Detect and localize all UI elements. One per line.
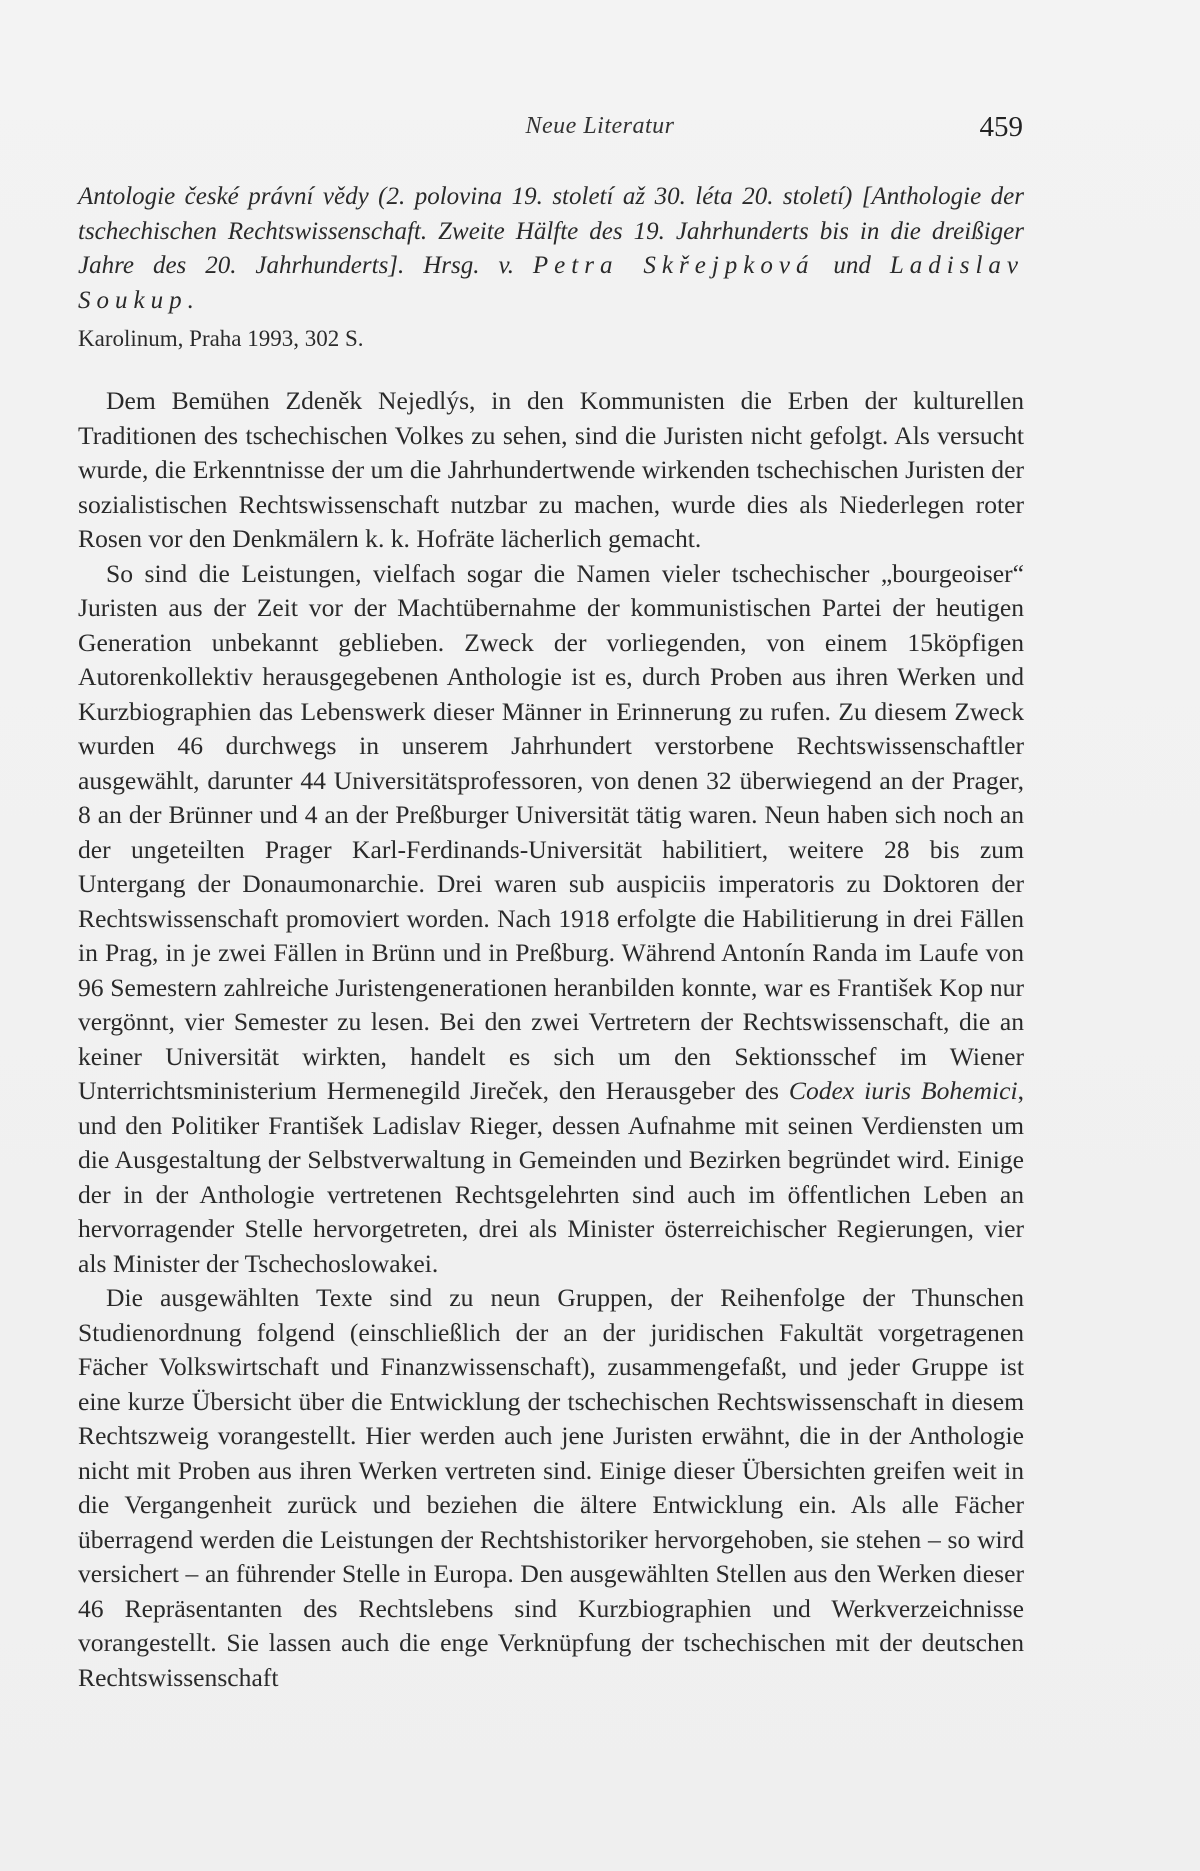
editor-1: Petra Skřejpková — [532, 252, 815, 279]
paragraph-2-text-a: So sind die Leistungen, vielfach sogar die Namen vieler tschechischer „bourgeoiser“ Juristen aus der Zeit vor der Machtübernahme der kommunistischen Partei der heutigen Generation unbekannt geblieben. Zweck der vorliegenden, von einem 15köpfigen Autorenkollektiv herausgegebenen Anthologie ist es, durch Proben aus ihren Werken und Kurzbiographien das Lebenswerk dieser Männer in Erinnerung zu rufen. Zu diesem Zweck wurden 46 durchwegs in unserem Jahrhundert verstorbene Rechtswissenschaftler ausgewählt, darunter 44 Universitätsprofessoren, von denen 32 überwiegend an der Prager, 8 an der Brünner und 4 an der Preßburger Universität tätig waren. Neun haben sich noch an der ungeteilten Prager Karl-Ferdinands-Universität habilitiert, weitere 28 bis zum Untergang der Donaumonarchie. Drei waren sub auspiciis imperatoris zu Doktoren der Rechtswissenschaft promoviert worden. Nach 1918 erfolgte die Habilitierung in drei Fällen in Prag, in je zwei Fällen in Brünn und in Preßburg. Während Antonín Randa im Laufe von 96 Semestern zahlreiche Juristengenerationen heranbilden konnte, war es František Kop nur vergönnt, vier Semester zu lesen. Bei den zwei Vertretern der Rechtswissenschaft, die an keiner Universität wirkten, handelt es sich um den Sektionsschef im Wiener Unterrichtsministerium Hermenegild Jireček, den Herausgeber des — [78, 558, 1024, 1105]
conjunction: und — [833, 252, 871, 279]
codex-title: Codex iuris Bohemici — [788, 1076, 1018, 1105]
bibliographic-title — [78, 180, 1024, 318]
book-title: Antologie české právní vědy (2. polovina 19. století až 30. léta 20. století) [Anthologie der tschechischen Rechtswissenschaft. Zweite Hälfte des 19. Jahrhunderts bis in die dreißiger Jahre des 20. Jahrhunderts]. Hrsg. v. — [78, 183, 1024, 279]
paragraph-2-text-b: , und den Politiker František Ladislav Rieger, dessen Aufnahme mit seinen Verdiensten um die Ausgestaltung der Selbstverwaltung in Gemeinden und Bezirken begründet wird. Einige der in der Anthologie vertretenen Rechtsgelehrten sind auch im öffentlichen Leben an hervorragender Stelle hervorgetreten, drei als Minister österreichischer Regierungen, vier als Minister der Tschechoslowakei. — [78, 1076, 1024, 1278]
paragraph-3: Die ausgewählten Texte sind zu neun Gruppen, der Reihenfolge der Thunschen Studienordnung folgend (einschließlich der an der juridischen Fakultät vorgetragenen Fächer Volkswirtschaft und Finanzwissenschaft), zusammengefaßt, und jeder Gruppe ist eine kurze Übersicht über die Entwicklung der tschechischen Rechtswissenschaft in diesem Rechtszweig vorangestellt. Hier werden auch jene Juristen erwähnt, die in der Anthologie nicht mit Proben aus ihren Werken vertreten sind. Einige dieser Übersichten greifen weit in die Vergangenheit zurück und beziehen die ältere Entwicklung ein. Als alle Fächer überragend werden die Leistungen der Rechtshistoriker hervorgehoben, sie stehen – so wird versichert – an führender Stelle in Europa. Den ausgewählten Stellen aus den Werken dieser 46 Repräsentanten des Rechtslebens sind Kurzbiographien und Werkverzeichnisse vorangestellt. Sie lassen auch die enge Verknüpfung der tschechischen mit der deutschen Rechtswissenschaft — [78, 1283, 1024, 1692]
paragraph-2 — [78, 557, 1024, 1282]
running-head — [0, 113, 1200, 153]
page-content — [78, 180, 1024, 1695]
publisher-line: Karolinum, Praha 1993, 302 S. — [78, 326, 364, 351]
title-end: . — [187, 286, 194, 314]
paragraph-1: Dem Bemühen Zdeněk Nejedlýs, in den Kommunisten die Erben der kulturellen Traditionen des tschechischen Volkes zu sehen, sind die Juristen nicht gefolgt. Als versucht wurde, die Erkenntnisse der um die Jahrhundertwende wirkenden tschechischen Juristen der sozialistischen Rechtswissenschaft nutzbar zu machen, wurde dies als Niederlegen roter Rosen vor den Denkmälern k. k. Hofräte lächerlich gemacht. — [78, 386, 1024, 553]
running-title: Neue Literatur — [525, 113, 675, 139]
page-number: 459 — [979, 111, 1023, 143]
editor-2: Ladislav Soukup — [78, 252, 1024, 314]
